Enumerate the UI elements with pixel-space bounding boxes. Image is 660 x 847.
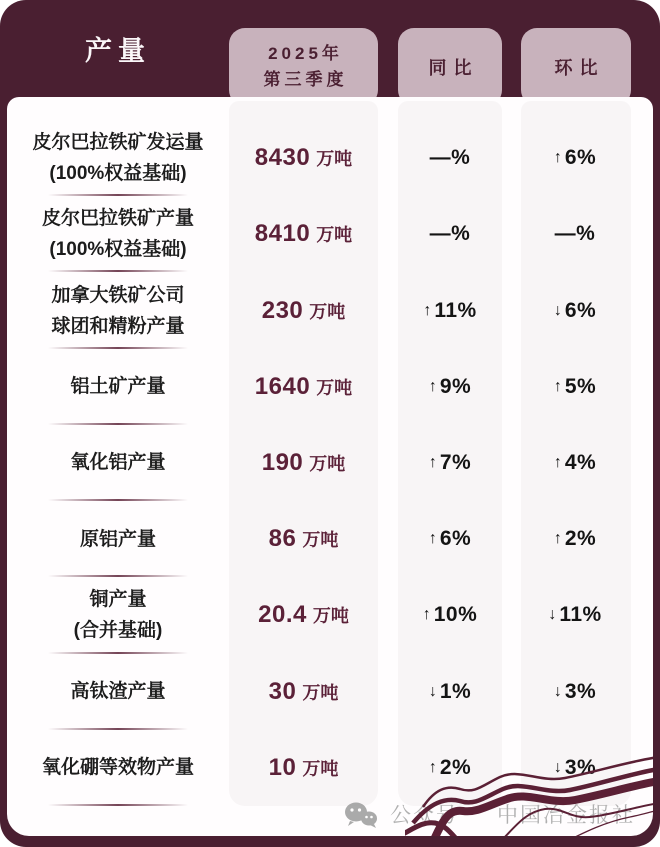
yoy-arrow-icon: ↑ [428,758,437,776]
qoq-arrow-icon: ↑ [553,377,562,395]
qoq-cell [520,527,630,551]
yoy-arrow-icon: ↓ [428,682,437,700]
row-value [229,297,378,325]
row-label-line: (100%权益基础) [49,163,187,185]
qoq-value: 3% [564,679,597,703]
qoq-arrow-icon: ↑ [553,149,562,167]
yoy-cell [398,222,502,246]
yoy-value: 7% [439,450,472,474]
table-row [7,349,653,425]
qoq-arrow-icon: ↑ [553,530,562,548]
row-label [7,127,229,189]
watermark-label: 公众号 [390,804,459,827]
yoy-cell [398,527,502,551]
qoq-arrow-icon: ↓ [553,682,562,700]
row-value [229,678,378,706]
row-label-line: 皮尔巴拉铁矿发运量 [32,132,204,154]
table-row [7,272,653,348]
yoy-value: —% [429,146,471,170]
row-value [229,373,378,401]
yoy-cell [398,603,502,627]
value-unit: 万吨 [316,225,353,246]
yoy-arrow-icon: ↑ [428,530,437,548]
qoq-arrow-icon: ↓ [553,301,562,319]
table-row [7,425,653,501]
qoq-value: 5% [564,374,597,398]
row-label [7,203,229,265]
value-unit: 万吨 [302,530,339,551]
qoq-cell [520,375,630,399]
quarter-line-1: 2025年 [268,43,343,63]
table-row [7,501,653,577]
qoq-value: 11% [559,603,602,627]
qoq-value: 4% [564,450,597,474]
row-label [7,524,229,555]
value-unit: 万吨 [302,758,339,779]
yoy-cell [398,146,502,170]
column-header-quarter [229,28,378,106]
yoy-value: 11% [434,298,477,322]
yoy-arrow-icon: ↑ [423,301,432,319]
yoy-header-label: 同比 [428,58,479,78]
yoy-value: —% [429,222,471,246]
row-label [7,752,229,783]
qoq-cell [520,299,630,323]
qoq-cell [520,680,630,704]
row-label-line: 铜产量 [89,589,147,611]
yoy-value: 1% [439,679,472,703]
value-number: 10 [268,753,297,781]
yoy-arrow-icon: ↑ [428,453,437,471]
value-number: 8430 [254,144,311,172]
qoq-arrow-icon: ↓ [548,606,557,624]
row-label [7,676,229,707]
value-number: 1640 [254,372,311,400]
qoq-arrow-icon: ↑ [553,453,562,471]
column-header-qoq [521,28,631,106]
qoq-value: 6% [564,146,597,170]
table-row [7,196,653,272]
table-sheet [7,97,653,836]
row-label [7,280,229,342]
row-label-line: (100%权益基础) [49,239,187,261]
row-label [7,584,229,646]
value-unit: 万吨 [316,149,353,170]
row-label-line: 氧化硼等效物产量 [41,757,194,779]
yoy-arrow-icon: ↑ [422,606,431,624]
value-number: 86 [268,525,297,553]
row-label-line: 铝土矿产量 [70,376,166,398]
qoq-value: 2% [564,527,597,551]
page-title: 产量 [85,36,151,66]
row-value [229,754,378,782]
value-unit: 万吨 [309,453,346,474]
value-number: 20.4 [258,601,307,629]
wechat-icon [344,801,378,828]
qoq-cell [520,451,630,475]
value-number: 30 [268,677,297,705]
row-label-line: 高钛渣产量 [70,681,166,703]
yoy-cell [398,299,502,323]
qoq-cell [520,603,630,627]
qoq-value: 3% [564,755,597,779]
table-row [7,654,653,730]
watermark [344,799,635,829]
table-row [7,120,653,196]
row-value [229,144,378,172]
value-unit: 万吨 [309,301,346,322]
table-rows [7,120,653,806]
qoq-value: —% [554,222,596,246]
quarter-line-2: 第三季度 [263,70,348,89]
row-label [7,371,229,402]
yoy-value: 10% [433,603,478,627]
row-label-line: 球团和精粉产量 [51,315,185,337]
yoy-cell [398,375,502,399]
qoq-cell [520,756,630,780]
yoy-cell [398,451,502,475]
qoq-cell [520,222,630,246]
qoq-header-label: 环比 [554,58,605,78]
table-row [7,577,653,653]
value-unit: 万吨 [312,606,349,627]
value-number: 8410 [254,220,311,248]
row-label-line: 氧化铝产量 [70,452,166,474]
yoy-value: 6% [439,527,472,551]
qoq-arrow-icon: ↓ [553,758,562,776]
qoq-cell [520,146,630,170]
value-number: 190 [261,448,304,476]
value-unit: 万吨 [302,682,339,703]
value-number: 230 [261,296,304,324]
row-label-line: (合并基础) [73,620,163,642]
row-label [7,447,229,478]
watermark-brand: 中国冶金报社 [497,804,635,827]
yoy-value: 2% [439,755,472,779]
column-header-yoy [398,28,502,106]
row-value [229,525,378,553]
row-value [229,220,378,248]
table-row [7,730,653,806]
row-label-line: 皮尔巴拉铁矿产量 [41,208,194,230]
row-label-line: 加拿大铁矿公司 [51,284,185,306]
value-unit: 万吨 [316,377,353,398]
yoy-value: 9% [439,374,472,398]
yoy-cell [398,756,502,780]
row-divider [48,804,188,806]
yoy-cell [398,680,502,704]
qoq-value: 6% [564,298,597,322]
row-value [229,601,378,629]
row-label-line: 原铝产量 [79,528,156,550]
yoy-arrow-icon: ↑ [428,377,437,395]
row-value [229,449,378,477]
